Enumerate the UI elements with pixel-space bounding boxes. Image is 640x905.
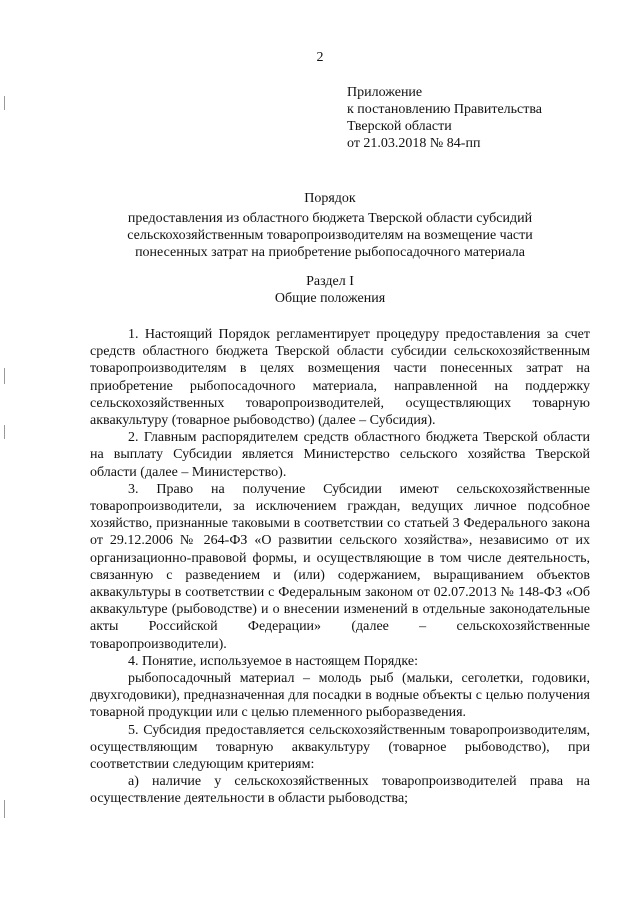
paragraph: рыбопосадочный материал – молодь рыб (мальки, сеголетки, годовики, двухгодовики), предназначенная для посадки в водные объекты с целью получения товарной продукции или с целью племенного рыборазведения.: [90, 671, 590, 721]
appendix-line: от 21.03.2018 № 84-пп: [347, 136, 481, 151]
title-heading: Порядок: [304, 191, 356, 206]
scan-edge-mark: [4, 96, 5, 110]
title-subtitle: предоставления из областного бюджета Тверской области субсидий сельскохозяйственным товаропроизводителям на возмещение части понесенных затрат на приобретение рыбопосадочного материала: [127, 211, 533, 260]
document-body: [90, 326, 590, 808]
scan-edge-mark: [4, 368, 5, 384]
paragraph: 1. Настоящий Порядок регламентирует процедуру предоставления за счет средств областного бюджета Тверской области субсидии сельскохозяйственным товаропроизводителям в целях возмещения части понесенных затрат на приобретение рыбопосадочного материала, направленной на поддержку сельскохозяйственных товаропроизводителей, осуществляющих товарную аквакультуру (товарное рыбоводство) (далее – Субсидия).: [90, 327, 590, 429]
scan-edge-mark: [4, 425, 5, 439]
appendix-line: Тверской области: [347, 119, 452, 134]
section-header: [90, 273, 570, 307]
appendix-line: к постановлению Правительства: [347, 102, 543, 117]
appendix-line: Приложение: [347, 85, 423, 100]
paragraph: 3. Право на получение Субсидии имеют сельскохозяйственные товаропроизводители, за исключением граждан, ведущих личное подсобное хозяйство, признанные таковыми в соответствии со статьей 3 Федерального закона от 29.12.2006 № 264-ФЗ «О развитии сельского хозяйства», независимо от их организационно-правовой формы, и осуществляющие в том числе деятельность, связанную с разведением и (или) содержанием, выращиванием объектов аквакультуры в соответствии с Федеральным законом от 02.07.2013 № 148-ФЗ «Об аквакультуре (рыбоводстве) и о внесении изменений в отдельные законодательные акты Российской Федерации» (далее – сельскохозяйственные товаропроизводители).: [90, 481, 590, 652]
paragraph: а) наличие у сельскохозяйственных товаропроизводителей права на осуществление деятельности в области рыбоводства;: [90, 774, 590, 807]
document-title: [90, 190, 570, 261]
appendix-block: [347, 84, 542, 152]
paragraph: 5. Субсидия предоставляется сельскохозяйственным товаропроизводителям, осуществляющим товарную аквакультуру (товарное рыбоводство), при соответствии следующим критериям:: [90, 722, 590, 773]
section-name: Общие положения: [274, 291, 386, 306]
section-number: Раздел I: [306, 274, 354, 289]
paragraph: 4. Понятие, используемое в настоящем Порядке:: [128, 653, 418, 669]
paragraph: 2. Главным распорядителем средств областного бюджета Тверской области на выплату Субсидии является Министерство сельского хозяйства Тверской области (далее – Министерство).: [90, 430, 590, 480]
scan-edge-mark: [4, 800, 5, 818]
page-number: 2: [316, 50, 324, 65]
